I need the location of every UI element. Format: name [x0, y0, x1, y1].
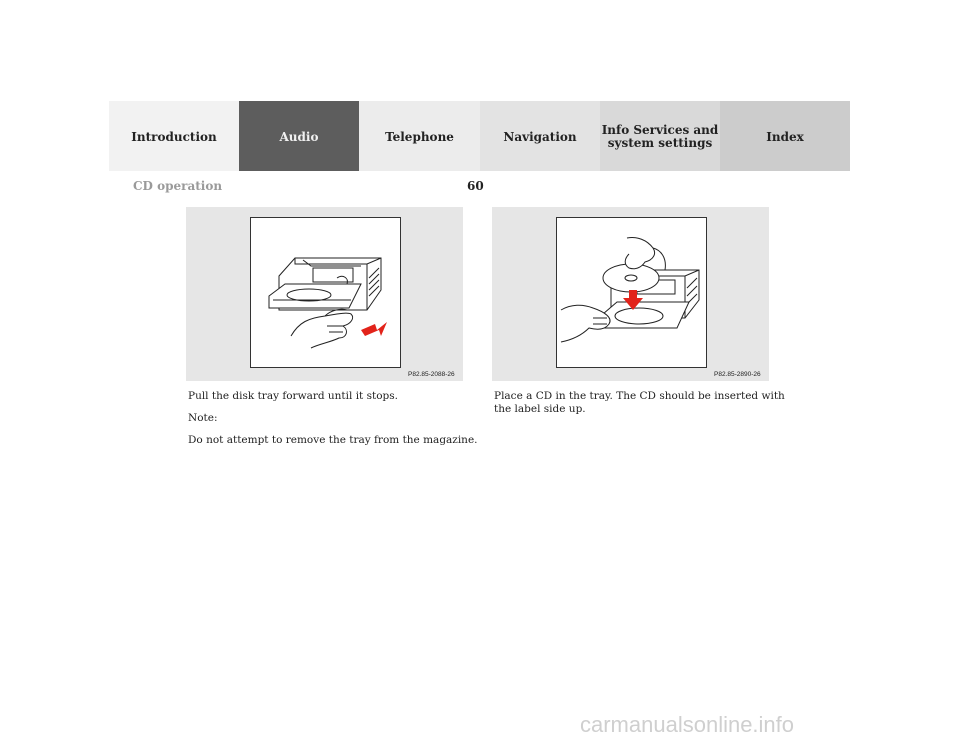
watermark: carmanualsonline.info — [580, 712, 795, 737]
tab-index[interactable]: Index — [720, 101, 850, 171]
instruction-text-line-1: Place a CD in the tray. The CD should be inserted with — [494, 390, 785, 402]
figure-code: P82.85-2088-26 — [408, 371, 455, 378]
cd-illustration — [557, 218, 706, 367]
figure-pull-tray — [186, 207, 463, 381]
instruction-text-line-2: the label side up. — [494, 403, 586, 415]
tray-illustration — [251, 218, 400, 367]
tab-audio[interactable]: Audio — [239, 101, 359, 171]
tab-navigation[interactable]: Navigation — [480, 101, 600, 171]
tab-telephone[interactable]: Telephone — [359, 101, 480, 171]
tab-introduction[interactable]: Introduction — [109, 101, 239, 171]
right-text-column — [494, 390, 794, 416]
tab-info-services[interactable]: Info Services and system settings — [600, 101, 720, 171]
left-text-column — [188, 390, 478, 447]
page-number: 60 — [467, 179, 484, 193]
figure-frame — [556, 217, 707, 368]
figure-code: P82.85-2890-26 — [714, 371, 761, 378]
figure-frame — [250, 217, 401, 368]
chapter-tabs — [109, 101, 850, 171]
figure-place-cd — [492, 207, 769, 381]
section-title: CD operation — [133, 179, 223, 193]
instruction-text: Pull the disk tray forward until it stops. — [188, 390, 398, 402]
note-text: Do not attempt to remove the tray from the magazine. — [188, 434, 478, 446]
red-arrow-icon — [361, 322, 387, 336]
note-label: Note: — [188, 412, 218, 424]
